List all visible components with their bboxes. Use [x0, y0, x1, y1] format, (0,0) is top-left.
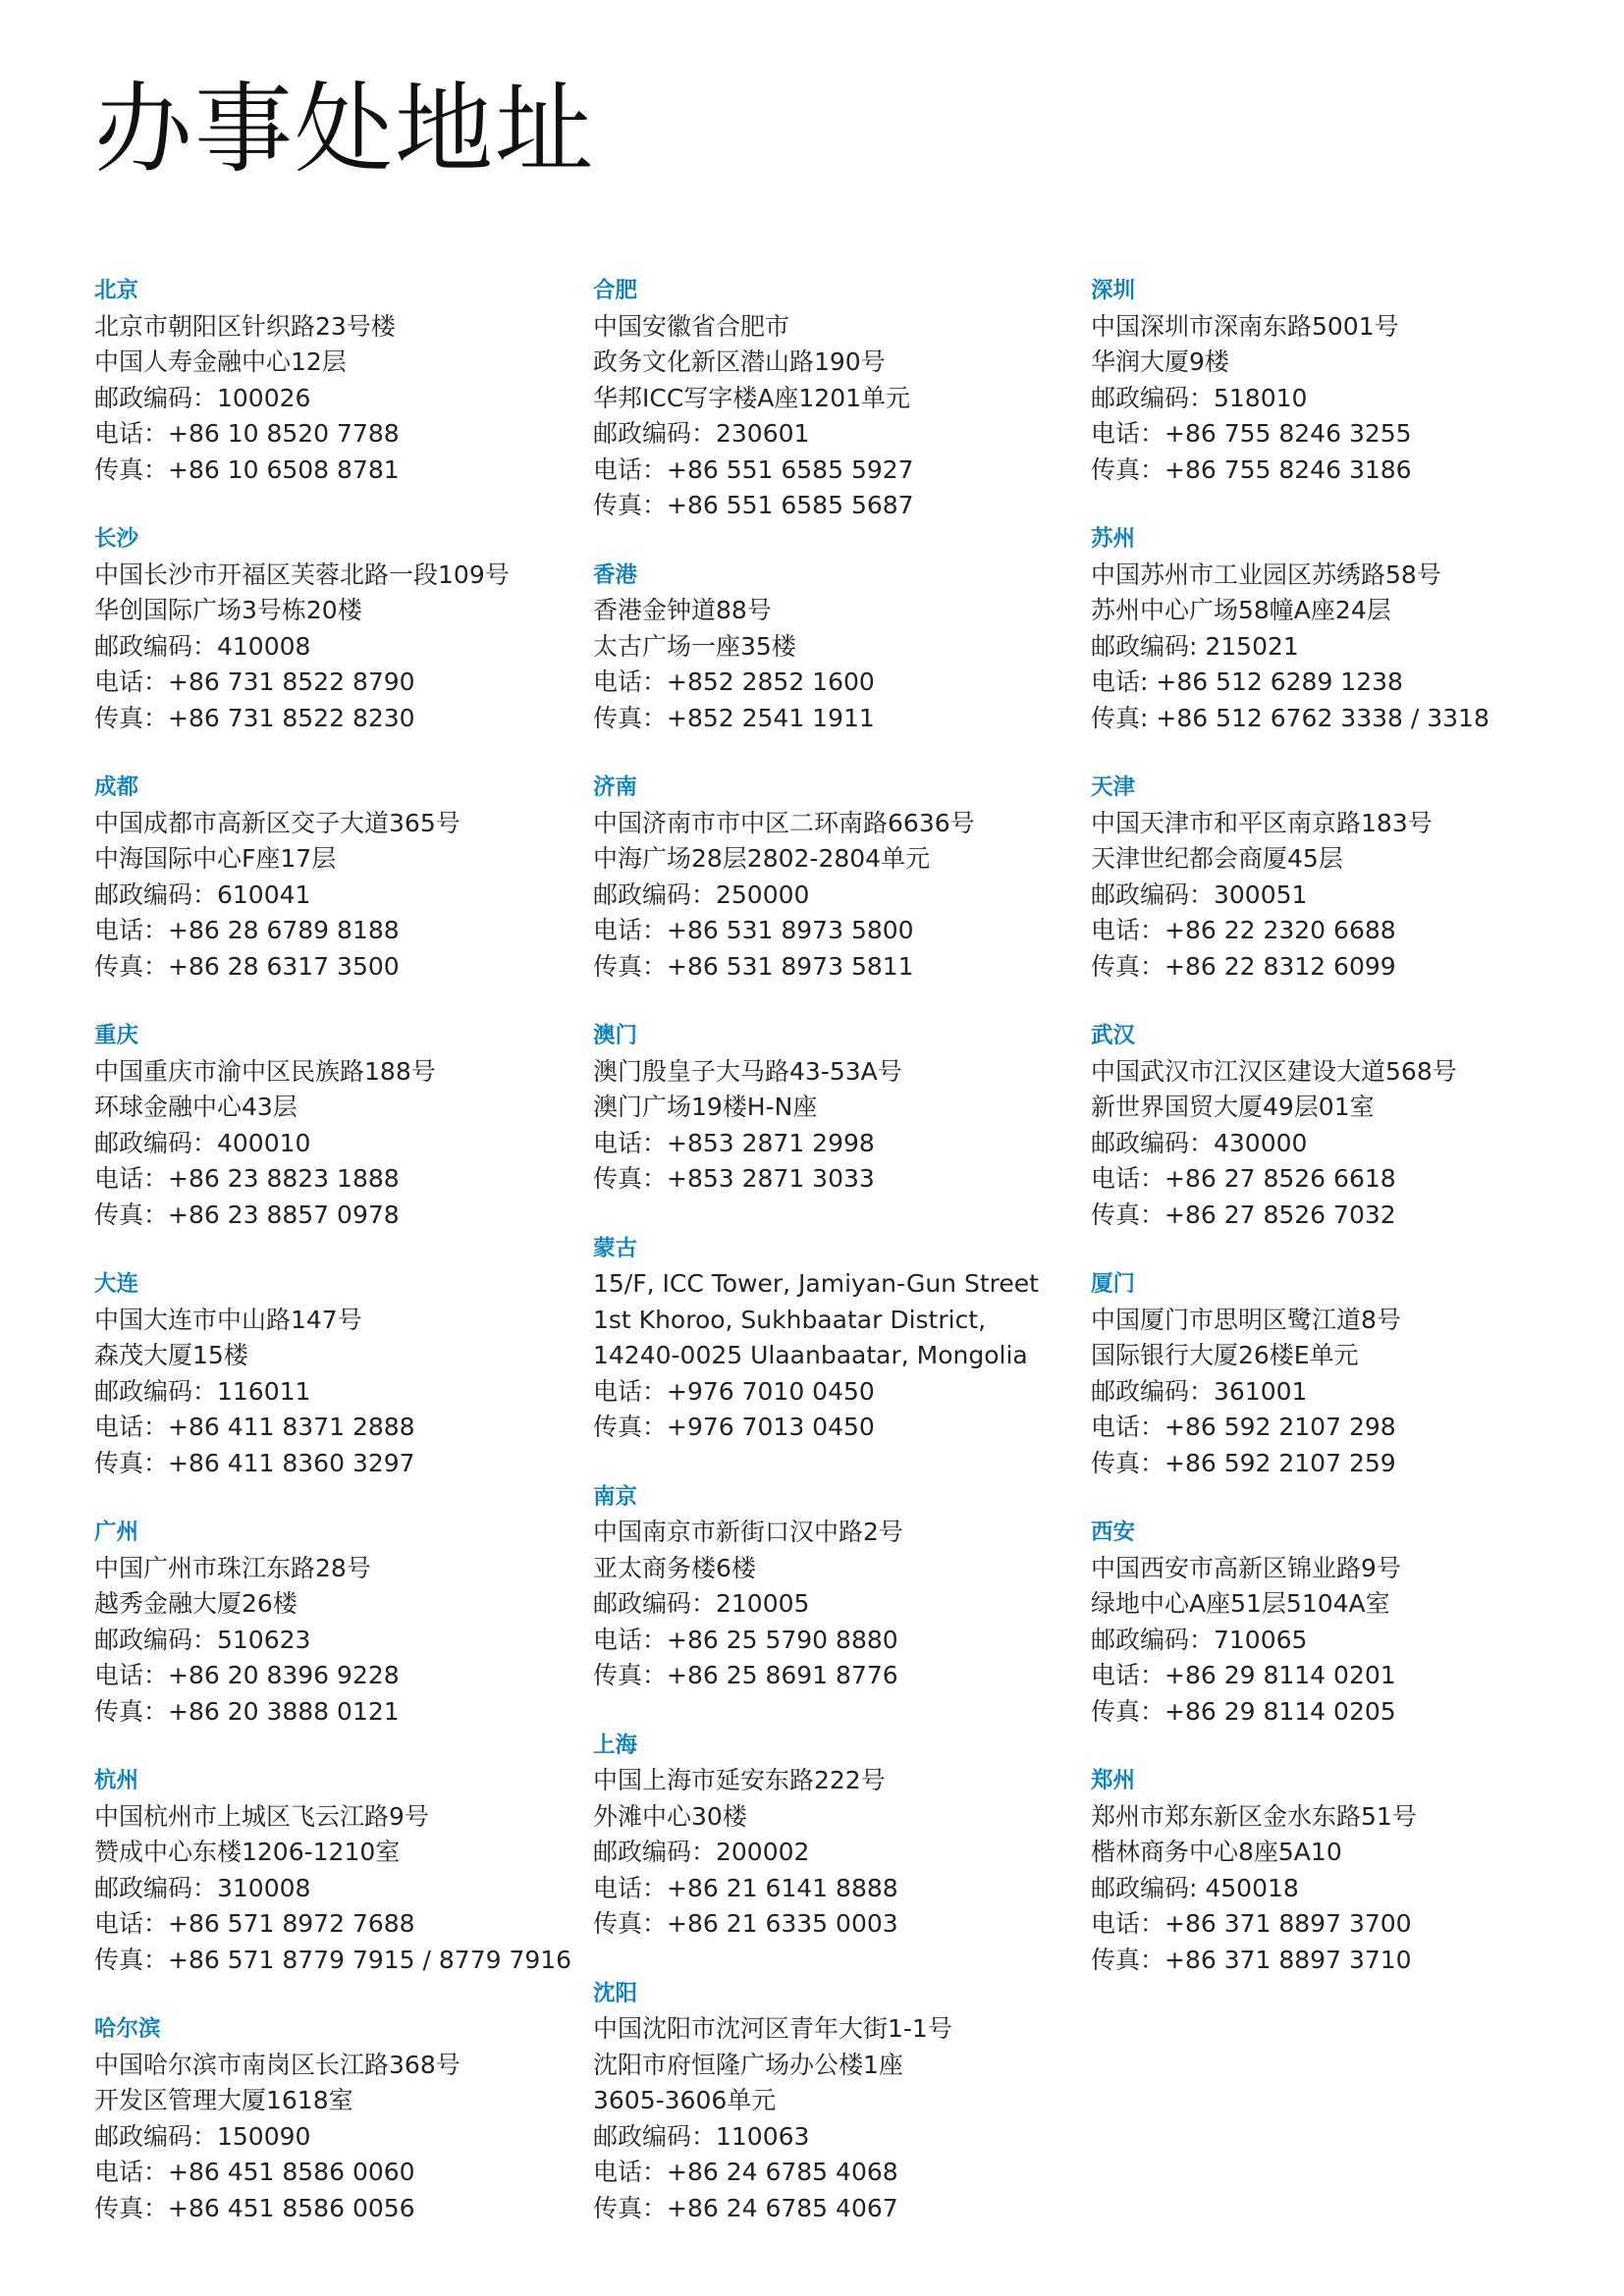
office-postcode: 邮政编码：610041	[94, 880, 311, 909]
office-address-line: 中国大连市中山路147号	[94, 1305, 362, 1334]
office-block	[94, 1266, 605, 1481]
office-city: 长沙	[94, 526, 139, 552]
office-address-line: 政务文化新区潜山路190号	[593, 347, 886, 376]
office-phone: 电话：+86 411 8371 2888	[94, 1413, 415, 1441]
office-city: 天津	[1091, 774, 1136, 800]
office-city: 沈阳	[593, 1980, 638, 2006]
office-city: 广州	[94, 1520, 139, 1545]
office-address-line: 郑州市郑东新区金水东路51号	[1091, 1801, 1417, 1831]
office-address-line: 中国广州市珠江东路28号	[94, 1553, 371, 1582]
office-block	[94, 1763, 605, 1978]
office-address-line: 北京市朝阳区针织路23号楼	[94, 311, 396, 341]
office-phone: 电话：+86 10 8520 7788	[94, 419, 400, 448]
office-fax: 传真：+86 22 8312 6099	[1091, 951, 1396, 981]
office-phone: 电话: +86 512 6289 1238	[1091, 667, 1403, 696]
office-city: 杭州	[94, 1768, 139, 1793]
office-phone: 电话：+86 20 8396 9228	[94, 1661, 400, 1689]
office-fax: 传真：+86 531 8973 5811	[593, 951, 914, 981]
office-block	[1091, 521, 1601, 736]
office-postcode: 邮政编码: 450018	[1091, 1873, 1299, 1902]
office-block	[94, 273, 605, 488]
office-address-line: 国际银行大厦26楼E单元	[1091, 1341, 1359, 1369]
office-postcode: 邮政编码：200002	[593, 1838, 810, 1866]
office-address-line: 中国重庆市渝中区民族路188号	[94, 1056, 436, 1086]
office-phone: 电话：+853 2871 2998	[593, 1128, 875, 1157]
office-address-line: 中国深圳市深南东路5001号	[1091, 311, 1399, 341]
office-city: 哈尔滨	[94, 2016, 161, 2042]
office-phone: 电话：+86 28 6789 8188	[94, 916, 400, 944]
office-postcode: 邮政编码: 215021	[1091, 631, 1299, 661]
office-postcode: 邮政编码：410008	[94, 631, 311, 661]
office-phone: 电话：+976 7010 0450	[593, 1376, 875, 1406]
office-block	[593, 558, 1104, 737]
office-address-line: 中国安徽省合肥市	[593, 311, 790, 341]
office-block	[1091, 1018, 1601, 1233]
office-address-line: 环球金融中心43层	[94, 1093, 298, 1121]
office-city: 西安	[1091, 1520, 1136, 1545]
office-address-line: 中国济南市市中区二环南路6636号	[593, 808, 975, 837]
office-city: 武汉	[1091, 1023, 1136, 1048]
office-phone: 电话：+86 24 6785 4068	[593, 2158, 898, 2186]
office-address-line: 14240-0025 Ulaanbaatar, Mongolia	[593, 1341, 1028, 1369]
office-address-line: 亚太商务楼6楼	[593, 1553, 756, 1582]
office-address-line: 中国南京市新街口汉中路2号	[593, 1518, 903, 1546]
office-block	[593, 1728, 1104, 1943]
office-column-1	[94, 273, 605, 2260]
office-address-line: 澳门广场19楼H-N座	[593, 1093, 818, 1121]
office-column-3	[1091, 273, 1601, 2011]
office-phone: 电话：+86 592 2107 298	[1091, 1413, 1396, 1441]
office-postcode: 邮政编码：300051	[1091, 880, 1308, 909]
office-postcode: 邮政编码：400010	[94, 1128, 311, 1157]
office-block	[94, 1515, 605, 1730]
office-fax: 传真：+86 411 8360 3297	[94, 1448, 415, 1477]
office-postcode: 邮政编码：518010	[1091, 383, 1308, 412]
office-phone: 电话：+86 731 8522 8790	[94, 667, 415, 696]
office-phone: 电话：+86 27 8526 6618	[1091, 1164, 1396, 1193]
office-address-line: 赞成中心东楼1206-1210室	[94, 1838, 401, 1866]
office-fax: 传真：+86 21 6335 0003	[593, 1909, 898, 1938]
office-block	[94, 1018, 605, 1233]
office-fax: 传真：+86 451 8586 0056	[94, 2193, 415, 2222]
office-fax: 传真：+853 2871 3033	[593, 1164, 875, 1193]
office-postcode: 邮政编码：210005	[593, 1589, 810, 1618]
office-address-line: 新世界国贸大厦49层01室	[1091, 1093, 1375, 1121]
office-address-line: 中国沈阳市沈河区青年大街1-1号	[593, 2014, 952, 2043]
office-fax: 传真：+86 20 3888 0121	[94, 1696, 400, 1726]
office-block	[1091, 273, 1601, 488]
office-address-line: 中国厦门市思明区鹭江道8号	[1091, 1305, 1401, 1334]
office-city: 上海	[593, 1732, 638, 1758]
office-city: 厦门	[1091, 1271, 1136, 1297]
office-address-line: 3605-3606单元	[593, 2086, 777, 2114]
office-fax: 传真：+86 28 6317 3500	[94, 951, 400, 981]
office-fax: 传真：+86 23 8857 0978	[94, 1200, 400, 1229]
office-address-line: 华邦ICC写字楼A座1201单元	[593, 383, 911, 412]
office-fax: 传真：+86 571 8779 7915 / 8779 7916	[94, 1945, 572, 1974]
office-phone: 电话：+86 531 8973 5800	[593, 916, 914, 944]
office-city: 郑州	[1091, 1768, 1136, 1793]
office-fax: 传真：+86 592 2107 259	[1091, 1448, 1396, 1477]
office-address-line: 15/F, ICC Tower, Jamiyan-Gun Street	[593, 1269, 1039, 1298]
office-address-line: 太古广场一座35楼	[593, 631, 796, 661]
office-city: 苏州	[1091, 526, 1136, 552]
office-fax: 传真：+86 551 6585 5687	[593, 491, 914, 519]
office-address-line: 香港金钟道88号	[593, 596, 772, 624]
office-address-line: 中海广场28层2802-2804单元	[593, 844, 931, 873]
office-city: 成都	[94, 774, 139, 800]
office-phone: 电话：+86 571 8972 7688	[94, 1909, 415, 1938]
office-phone: 电话：+86 371 8897 3700	[1091, 1909, 1412, 1938]
office-address-line: 开发区管理大厦1618室	[94, 2086, 353, 2114]
office-postcode: 邮政编码：150090	[94, 2121, 311, 2151]
page-title: 办事处地址	[94, 72, 595, 187]
office-address-line: 中海国际中心F座17层	[94, 844, 337, 873]
office-address-line: 绿地中心A座51层5104A室	[1091, 1589, 1390, 1618]
office-block	[593, 1018, 1104, 1198]
office-phone: 电话：+852 2852 1600	[593, 667, 875, 696]
office-phone: 电话：+86 21 6141 8888	[593, 1873, 898, 1902]
office-postcode: 邮政编码：250000	[593, 880, 810, 909]
office-fax: 传真: +86 512 6762 3338 / 3318	[1091, 703, 1489, 732]
office-block	[94, 2011, 605, 2226]
office-block	[1091, 1763, 1601, 1978]
office-city: 大连	[94, 1271, 139, 1297]
office-address-line: 外滩中心30楼	[593, 1801, 747, 1831]
office-block	[593, 1976, 1104, 2227]
office-postcode: 邮政编码：116011	[94, 1376, 311, 1406]
office-block	[94, 521, 605, 736]
office-phone: 电话：+86 551 6585 5927	[593, 454, 914, 484]
office-column-2	[593, 273, 1104, 2260]
office-city: 济南	[593, 774, 638, 800]
office-address-line: 中国西安市高新区锦业路9号	[1091, 1553, 1401, 1582]
office-address-line: 越秀金融大厦26楼	[94, 1589, 298, 1618]
office-city: 南京	[593, 1483, 638, 1510]
office-phone: 电话：+86 451 8586 0060	[94, 2158, 415, 2186]
office-fax: 传真：+86 24 6785 4067	[593, 2193, 898, 2222]
office-address-line: 中国哈尔滨市南岗区长江路368号	[94, 2050, 460, 2079]
office-address-line: 澳门殷皇子大马路43-53A号	[593, 1056, 902, 1086]
office-phone: 电话：+86 29 8114 0201	[1091, 1661, 1396, 1689]
office-postcode: 邮政编码：430000	[1091, 1128, 1308, 1157]
office-block	[1091, 1266, 1601, 1481]
office-city: 香港	[593, 561, 638, 588]
office-fax: 传真：+86 371 8897 3710	[1091, 1945, 1412, 1974]
office-address-line: 中国天津市和平区南京路183号	[1091, 808, 1433, 837]
office-address-line: 华创国际广场3号栋20楼	[94, 596, 362, 624]
office-phone: 电话：+86 25 5790 8880	[593, 1625, 898, 1654]
office-city: 深圳	[1091, 278, 1136, 303]
office-address-line: 华润大厦9楼	[1091, 347, 1229, 376]
office-address-line: 苏州中心广场58幢A座24层	[1091, 596, 1391, 624]
office-fax: 传真：+86 755 8246 3186	[1091, 454, 1412, 484]
office-address-line: 中国长沙市开福区芙蓉北路一段109号	[94, 560, 510, 589]
office-block	[593, 1231, 1104, 1446]
office-fax: 传真：+86 731 8522 8230	[94, 703, 415, 732]
office-block	[94, 770, 605, 985]
office-postcode: 邮政编码：310008	[94, 1873, 311, 1902]
office-phone: 电话：+86 22 2320 6688	[1091, 916, 1396, 944]
office-address-line: 天津世纪都会商厦45层	[1091, 844, 1343, 873]
office-address-line: 中国苏州市工业园区苏绣路58号	[1091, 560, 1441, 589]
office-fax: 传真：+86 25 8691 8776	[593, 1661, 898, 1689]
office-fax: 传真：+976 7013 0450	[593, 1413, 875, 1441]
office-address-line: 中国成都市高新区交子大道365号	[94, 808, 460, 837]
office-address-line: 中国上海市延安东路222号	[593, 1766, 886, 1794]
office-city: 澳门	[593, 1023, 638, 1048]
office-block	[1091, 770, 1601, 985]
office-block	[1091, 1515, 1601, 1730]
office-fax: 传真：+852 2541 1911	[593, 703, 875, 732]
office-phone: 电话：+86 23 8823 1888	[94, 1164, 400, 1193]
office-address-line: 中国人寿金融中心12层	[94, 347, 347, 376]
office-address-line: 沈阳市府恒隆广场办公楼1座	[593, 2050, 903, 2079]
office-city: 重庆	[94, 1023, 139, 1048]
office-address-line: 楷林商务中心8座5A10	[1091, 1838, 1342, 1866]
office-fax: 传真：+86 27 8526 7032	[1091, 1200, 1396, 1229]
office-postcode: 邮政编码：361001	[1091, 1376, 1308, 1406]
office-address-line: 中国武汉市江汉区建设大道568号	[1091, 1056, 1457, 1086]
office-block	[593, 770, 1104, 985]
office-address-line: 中国杭州市上城区飞云江路9号	[94, 1801, 429, 1831]
office-postcode: 邮政编码：710065	[1091, 1625, 1308, 1654]
office-block	[593, 273, 1104, 524]
office-postcode: 邮政编码：230601	[593, 419, 810, 448]
office-postcode: 邮政编码：510623	[94, 1625, 311, 1654]
office-phone: 电话：+86 755 8246 3255	[1091, 419, 1412, 448]
office-address-line: 1st Khoroo, Sukhbaatar District,	[593, 1305, 987, 1334]
office-fax: 传真：+86 10 6508 8781	[94, 454, 400, 484]
office-postcode: 邮政编码：100026	[94, 383, 311, 412]
office-postcode: 邮政编码：110063	[593, 2121, 810, 2151]
office-city: 蒙古	[593, 1235, 638, 1261]
office-address-line: 森茂大厦15楼	[94, 1341, 248, 1369]
office-block	[593, 1479, 1104, 1694]
office-city: 合肥	[593, 278, 638, 303]
office-city: 北京	[94, 278, 139, 303]
office-fax: 传真：+86 29 8114 0205	[1091, 1696, 1396, 1726]
